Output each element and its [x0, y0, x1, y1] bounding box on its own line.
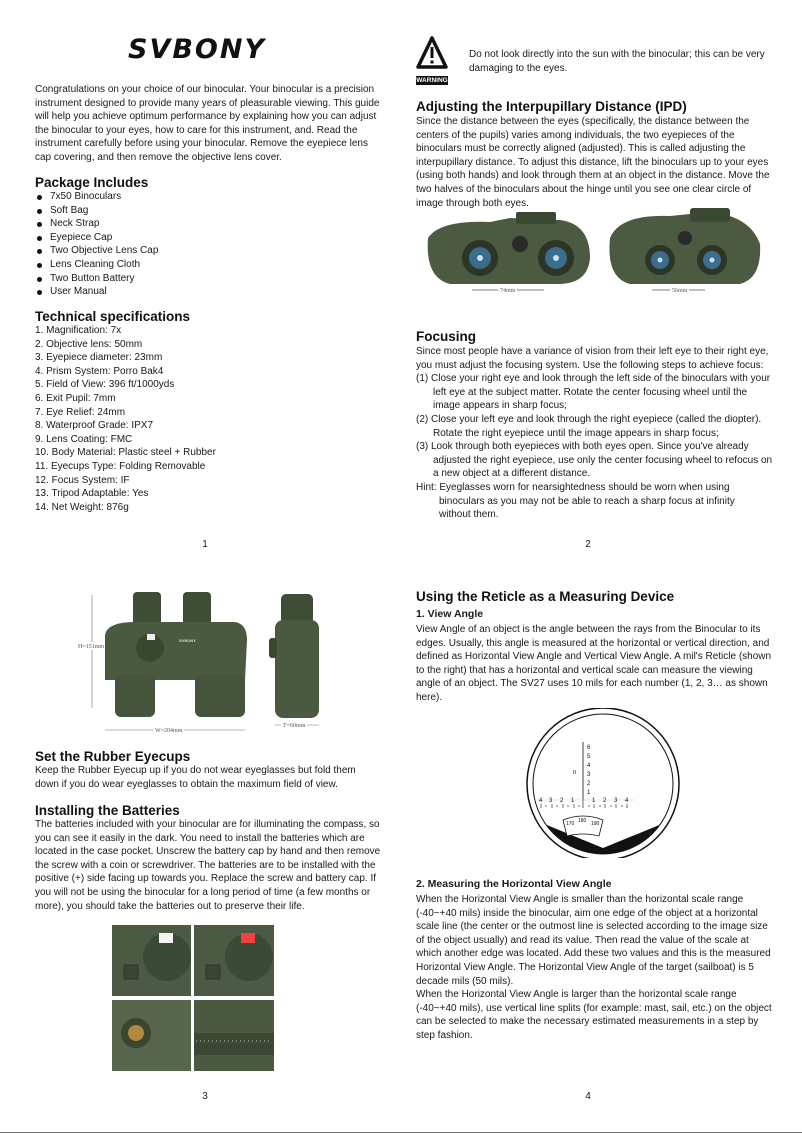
rubber-eyecups-text: Keep the Rubber Eyecup up if you do not wear eyeglasses but fold them down if you do wear eyeglasses to obtain the maximum field of view.: [35, 765, 356, 790]
spec-item: 12. Focus System: IF: [35, 474, 130, 486]
spec-item: 4. Prism System: Porro Bak4: [35, 365, 164, 377]
list-item: User Manual: [35, 285, 158, 299]
horizontal-scale: [539, 798, 629, 808]
spec-item: 3. Eyepiece diameter: 23mm: [35, 352, 163, 364]
compass-label: 180: [578, 818, 587, 824]
scale-label: 2: [560, 798, 564, 804]
body-brand: SVBONY: [179, 638, 196, 643]
intro-paragraph: Congratulations on your choice of our binocular. Your binocular is a precision instrument designed to provide many years of pleasurable viewing. This guide will help you achieve optimum performance by explaining how you can adjust the binocular to your eyes, how to care for this instrument, and. Read the instrument carefully before using your binocular. Remove the eyepiece lens cap covering, and then remove the objective lens cover.: [35, 84, 380, 163]
spec-item: 6. Exit Pupil: 7mm: [35, 392, 116, 404]
scale-label: 3: [587, 772, 591, 778]
focus-step: (3) Look through both eyepieces with both eyes open. Since you've already adjusted the right eyepiece, use only the center focusing wheel to refocus on a new object at a different distance.: [416, 441, 773, 480]
compass-label: 170: [566, 821, 575, 827]
spec-item: 2. Objective lens: 50mm: [35, 338, 143, 350]
list-item: Two Button Battery: [35, 272, 158, 286]
measuring-body: [416, 893, 776, 1043]
spec-item: 10. Body Material: Plastic steel + Rubber: [35, 447, 216, 459]
focusing-body: [416, 345, 774, 522]
list-item: Neck Strap: [35, 217, 158, 231]
focus-hint: Hint: Eyeglasses worn for nearsightedness should be worn when using binoculars as you may not be able to reach a sharp focus at infinity without them.: [416, 481, 735, 521]
spec-item: 5. Field of View: 396 ft/1000yds: [35, 379, 175, 391]
spec-item: 7. Eye Relief: 24mm: [35, 406, 126, 418]
page-divider: [0, 1132, 802, 1133]
binocular-dimensions-photo: [75, 590, 335, 735]
spec-item: 14. Net Weight: 876g: [35, 501, 129, 513]
scale-label: 4: [539, 798, 543, 804]
package-includes-heading: Package Includes: [35, 175, 149, 190]
list-item: 7x50 Binoculars: [35, 190, 158, 204]
scale-label: 1: [592, 798, 596, 804]
spec-list: [35, 324, 216, 514]
measuring-text: When the Horizontal View Angle is larger than the horizontal scale range (-40~+40 mils), use vertical line splits (for example: mast, sail, etc.) on the object can be selected to make the necessary estimated measurements in a step by step fashion.: [416, 989, 772, 1041]
page-number: 2: [585, 539, 591, 550]
measuring-text: When the Horizontal View Angle is smaller than the horizontal scale range (-40~+40 mils) inside the binocular, aim one edge of the object at a horizontal scale line (the center or the outmost line is selected according to the image size of the object usually) and read its value. Then read the value of the scale at which another edge was located. Add these two values and this is the measured Horizontal View Angle. The Horizontal View Angle of the target (sailboat) is 5 decade mils (50 mils).: [416, 894, 771, 987]
scale-label: 1: [587, 790, 591, 796]
ipd-binocular-photos: [420, 208, 770, 298]
warning-text: Do not look directly into the sun with the binocular; this can be very damaging to the eyes.: [469, 49, 765, 74]
scale-label: 4: [587, 763, 591, 769]
list-item: Lens Cleaning Cloth: [35, 258, 158, 272]
warning-icon: [416, 36, 448, 84]
scale-label: 2: [603, 798, 607, 804]
focus-step: (2) Close your left eye and look through the right eyepiece (called the diopter). Rotate the right eyepiece until the image appears in sharp focus;: [416, 413, 762, 439]
ipd-heading: Adjusting the Interpupillary Distance (IPD): [416, 99, 687, 114]
reticle-marker: n: [573, 770, 577, 776]
page-number: 4: [585, 1091, 591, 1102]
scale-label: 6: [587, 745, 591, 751]
dim-thickness: T=60mm: [283, 723, 306, 729]
package-list: [35, 190, 158, 299]
rubber-eyecups-heading: Set the Rubber Eyecups: [35, 749, 191, 764]
scale-label: 5: [587, 754, 591, 760]
focusing-heading: Focusing: [416, 329, 476, 344]
batteries-text: The batteries included with your binocular are for illuminating the compass, so you can see it easily in the dark. You need to install the batteries which are located in the case pocket. Unscrew the battery cap by hand and then remove the screw with a coin or screwdriver. The batteries are to be installed with the positive (+) side facing up towards you. Replace the screw and battery cap. If you will not be using the binocular for a long period of time (a few months or more), you should take the batteries out to preserve their life.: [35, 819, 381, 912]
measuring-heading: 2. Measuring the Horizontal View Angle: [416, 878, 612, 890]
scale-label: 2: [587, 781, 591, 787]
tech-specs-heading: Technical specifications: [35, 309, 191, 324]
ipd-paragraph: Since the distance between the eyes (specifically, the distance between the centers of the pupils) varies among individuals, the two eyepieces of the binoculars must be correctly aligned (adjusted). This is called adjusting the interpupillary distance. To adjust this distance, lift the binoculars up to your eyes (using both hands) and look through them at an object in the distance. Move the two halves of the binoculars about the hinge until you see one clear circle of image through both eyes.: [416, 116, 770, 209]
ipd-dim-74: 74mm: [500, 288, 516, 294]
spec-item: 1. Magnification: 7x: [35, 325, 122, 336]
battery-photos: [112, 925, 274, 1071]
compass-label: 190: [591, 821, 600, 827]
vertical-scale: [573, 745, 591, 796]
dim-width: W=204mm: [155, 728, 183, 734]
page-number: 1: [202, 539, 208, 550]
ipd-dim-56: 56mm: [672, 288, 688, 294]
page-number: 3: [202, 1091, 208, 1102]
batteries-heading: Installing the Batteries: [35, 803, 180, 818]
list-item: Soft Bag: [35, 204, 158, 218]
scale-label: 1: [571, 798, 575, 804]
spec-item: 9. Lens Coating: FMC: [35, 433, 133, 445]
dim-height: H=151mm: [78, 644, 105, 650]
spec-item: 11. Eyecups Type: Folding Removable: [35, 460, 206, 472]
list-item: Eyepiece Cap: [35, 231, 158, 245]
spec-item: 13. Tripod Adaptable: Yes: [35, 488, 149, 500]
view-angle-text: View Angle of an object is the angle between the rays from the Binocular to its edges. Usually, this angle is measured at the horizontal or vertical direction, and defined as Horizontal View Angle and Vertical View Angle. A mil's Reticle (shown to the right) that has a horizontal and vertical scale can measure the viewing angle of an object. The SV27 uses 10 mils for each number (1, 2, 3… as shown here).: [416, 624, 772, 703]
focus-step: (1) Close your right eye and look through the left side of the binoculars with your left eye at the subject matter. Rotate the center focusing wheel until the image appears in sharp focus;: [416, 373, 771, 412]
scale-label: 3: [549, 798, 553, 804]
scale-label: 4: [625, 798, 629, 804]
list-item: Two Objective Lens Cap: [35, 244, 158, 258]
spec-item: 8. Waterproof Grade: IPX7: [35, 420, 154, 432]
view-angle-heading: 1. View Angle: [416, 608, 484, 620]
reticle-heading: Using the Reticle as a Measuring Device: [416, 589, 675, 604]
warning-label: WARNING: [416, 77, 448, 84]
reticle-diagram: [505, 708, 701, 858]
scale-label: 3: [614, 798, 618, 804]
focusing-intro: Since most people have a variance of vision from their left eye to their right eye, you must adjust the focusing system. Use the following steps to achieve focus:: [416, 346, 769, 371]
svbony-logo: SVBONY: [128, 34, 267, 65]
